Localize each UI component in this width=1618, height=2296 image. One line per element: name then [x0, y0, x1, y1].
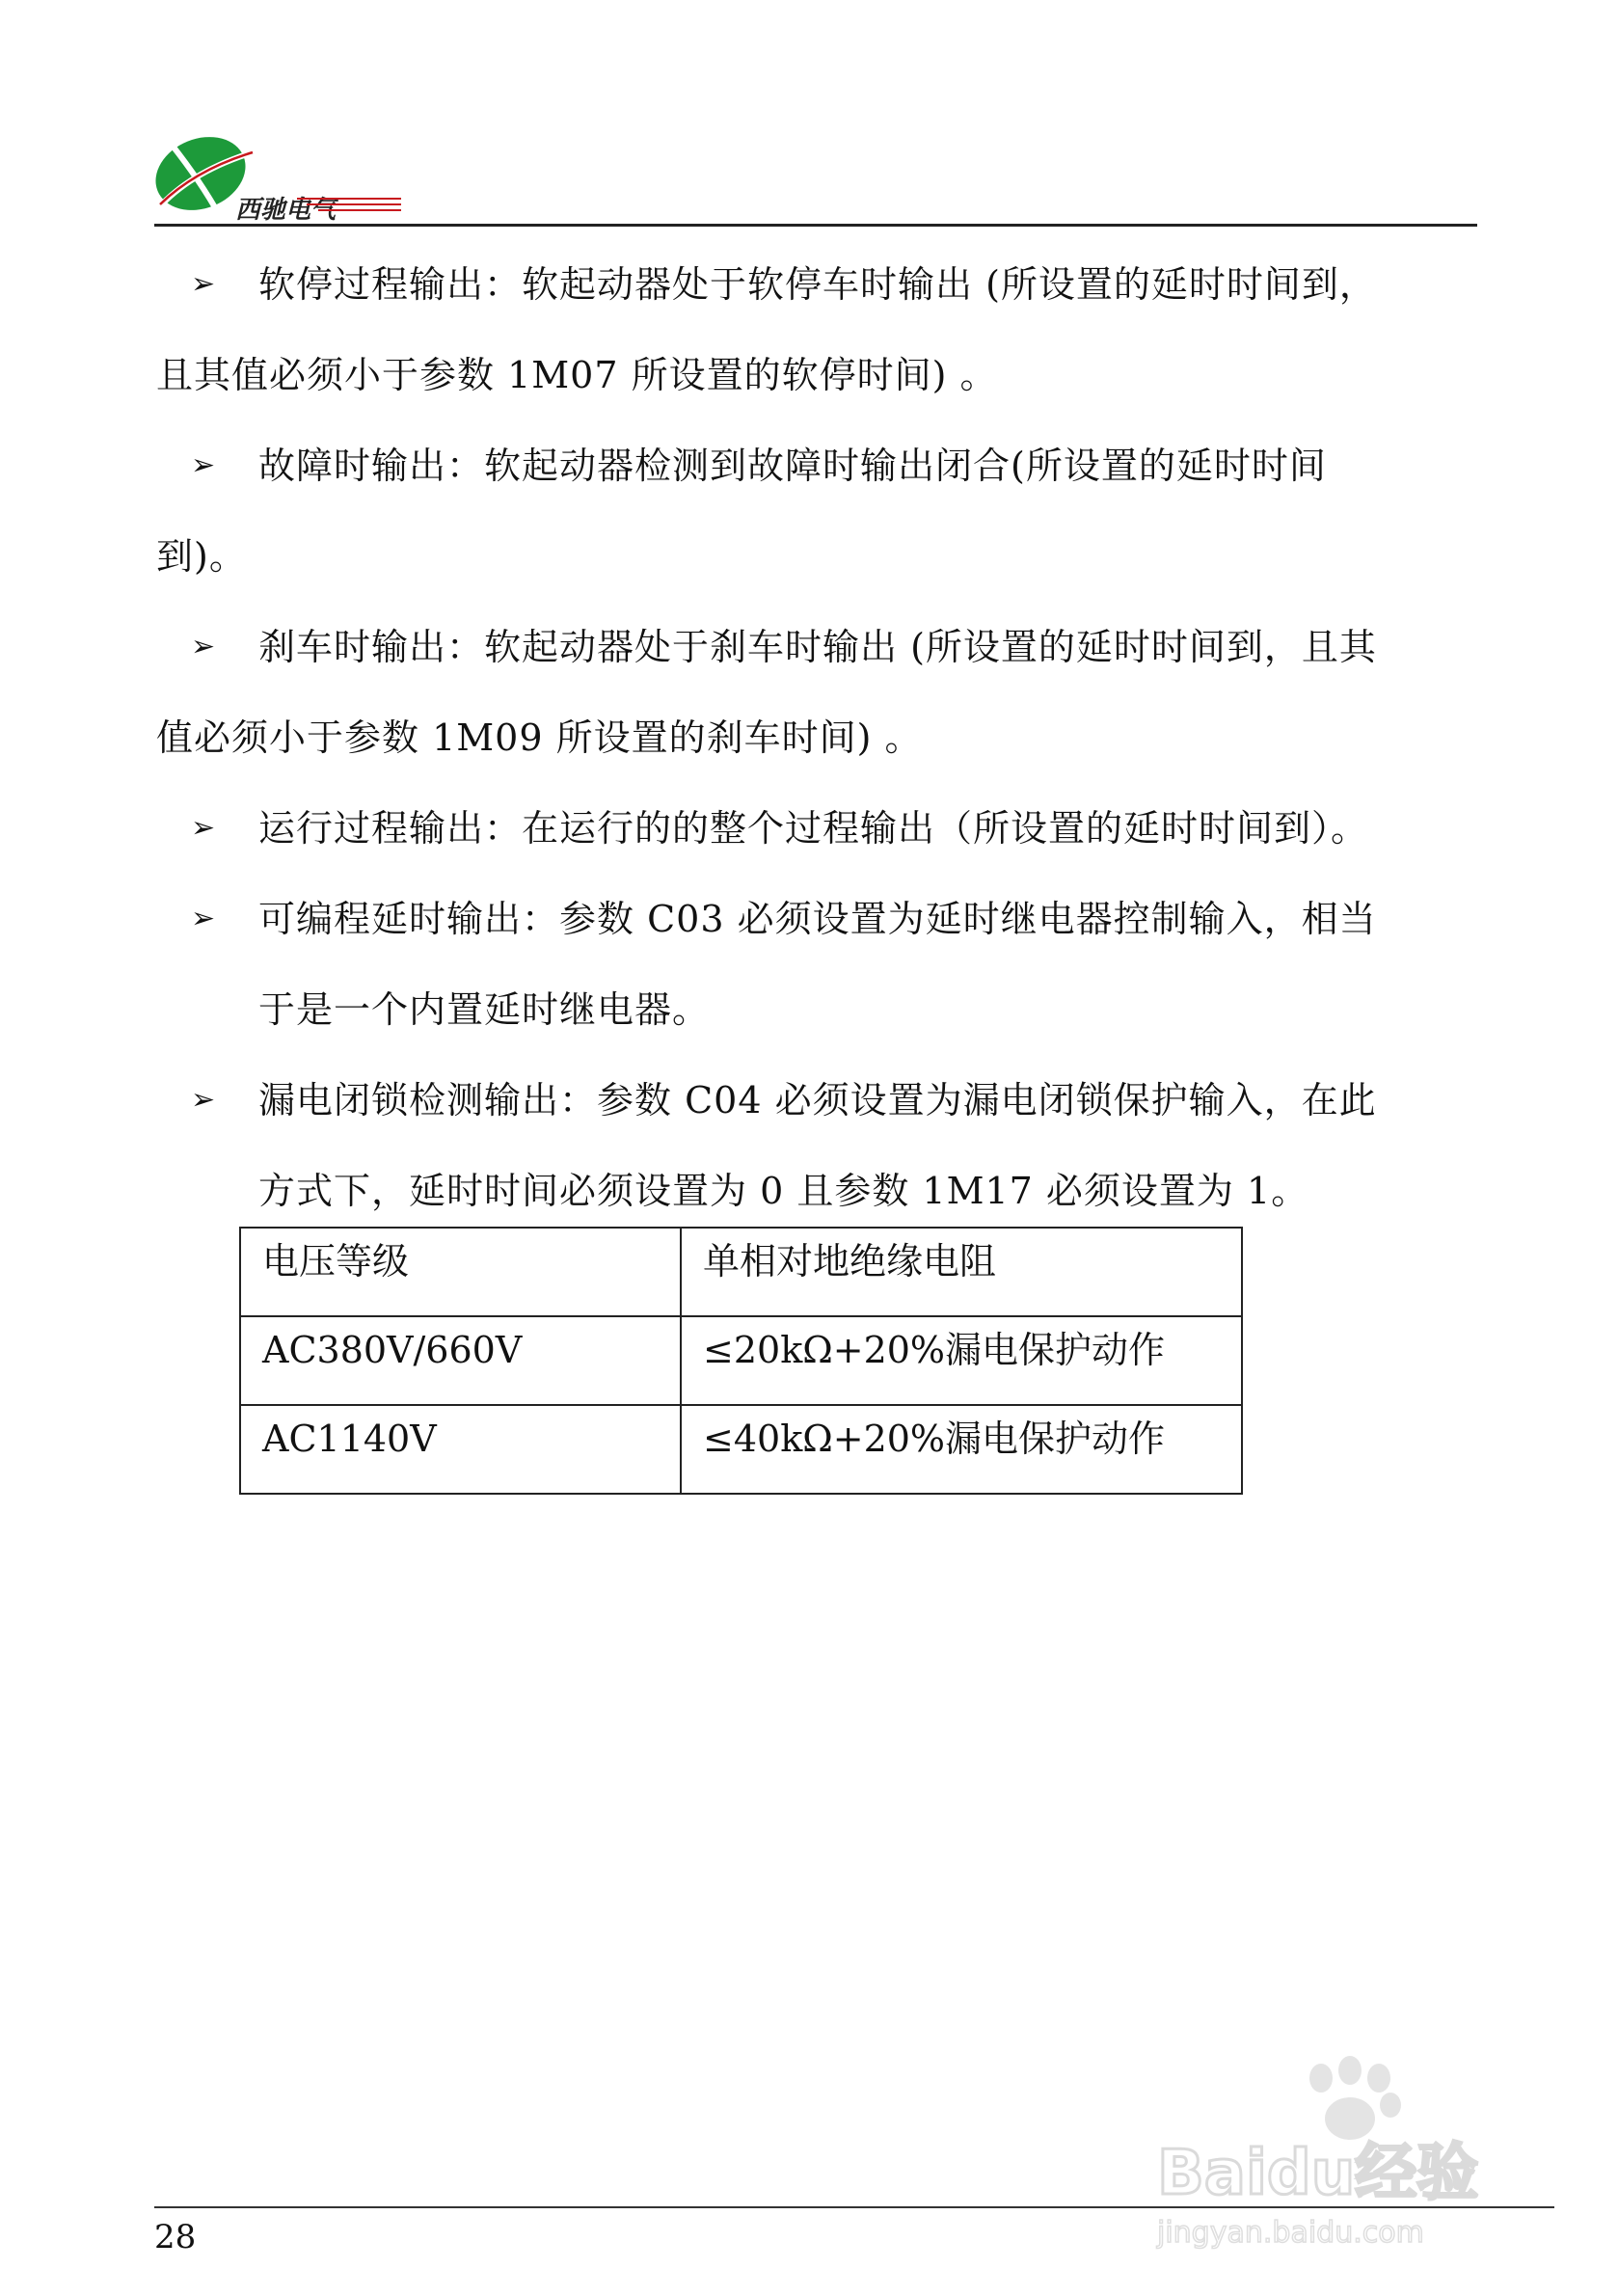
table-header-row [240, 1228, 1242, 1316]
bullet-item [156, 239, 1477, 330]
bullet-continuation: 到)。 [156, 535, 247, 578]
bullet-continuation: 且其值必须小于参数 1M07 所设置的软停时间) 。 [156, 354, 998, 396]
table-header-cell: 电压等级 [240, 1228, 681, 1316]
header-divider [154, 224, 1477, 227]
bullet-hanging-line: 方式下，延时时间必须设置为 0 且参数 1M17 必须设置为 1。 [258, 1170, 1309, 1212]
document-body [156, 239, 1477, 1236]
arrow-bullet-icon: ➢ [191, 902, 217, 935]
bullet-item [156, 783, 1477, 874]
arrow-bullet-icon: ➢ [191, 267, 217, 301]
table-row [240, 1316, 1242, 1405]
bullet-item [156, 420, 1477, 511]
bullet-text: 刹车时输出：软起动器处于刹车时输出 (所设置的延时时间到，且其 [258, 626, 1377, 668]
table-cell: AC1140V [240, 1405, 681, 1494]
bullet-text: 运行过程输出：在运行的的整个过程输出（所设置的延时时间到）。 [258, 807, 1369, 850]
svg-text:西驰电气: 西驰电气 [235, 196, 337, 225]
arrow-bullet-icon: ➢ [191, 630, 217, 663]
bullet-item [156, 874, 1477, 964]
page-header [152, 133, 1479, 230]
bullet-continuation: 值必须小于参数 1M09 所设置的刹车时间) 。 [156, 716, 923, 759]
page-number: 28 [154, 2218, 197, 2256]
footer-divider [154, 2206, 1554, 2208]
bullet-text: 故障时输出：软起动器检测到故障时输出闭合(所设置的延时时间 [258, 445, 1327, 487]
watermark-brand: Baidu经验 [1157, 2138, 1479, 2209]
bullet-item [156, 602, 1477, 692]
table-header-cell: 单相对地绝缘电阻 [681, 1228, 1242, 1316]
bullet-text: 可编程延时输出：参数 C03 必须设置为延时继电器控制输入，相当 [258, 898, 1377, 940]
bullet-text: 软停过程输出：软起动器处于软停车时输出 (所设置的延时时间到， [258, 263, 1377, 306]
arrow-bullet-icon: ➢ [191, 1083, 217, 1117]
table-cell: ≤40kΩ+20%漏电保护动作 [681, 1405, 1242, 1494]
arrow-bullet-icon: ➢ [191, 448, 217, 482]
company-logo [152, 133, 403, 230]
table-row [240, 1405, 1242, 1494]
table-cell: AC380V/660V [240, 1316, 681, 1405]
bullet-item [156, 1055, 1477, 1146]
baidu-jingyan-watermark [1147, 2049, 1552, 2252]
bullet-hanging-line: 于是一个内置延时继电器。 [258, 988, 711, 1031]
insulation-resistance-table [239, 1227, 1243, 1495]
table-cell: ≤20kΩ+20%漏电保护动作 [681, 1316, 1242, 1405]
arrow-bullet-icon: ➢ [191, 811, 217, 845]
watermark-url: jingyan.baidu.com [1157, 2216, 1424, 2250]
bullet-text: 漏电闭锁检测输出：参数 C04 必须设置为漏电闭锁保护输入，在此 [258, 1079, 1377, 1121]
